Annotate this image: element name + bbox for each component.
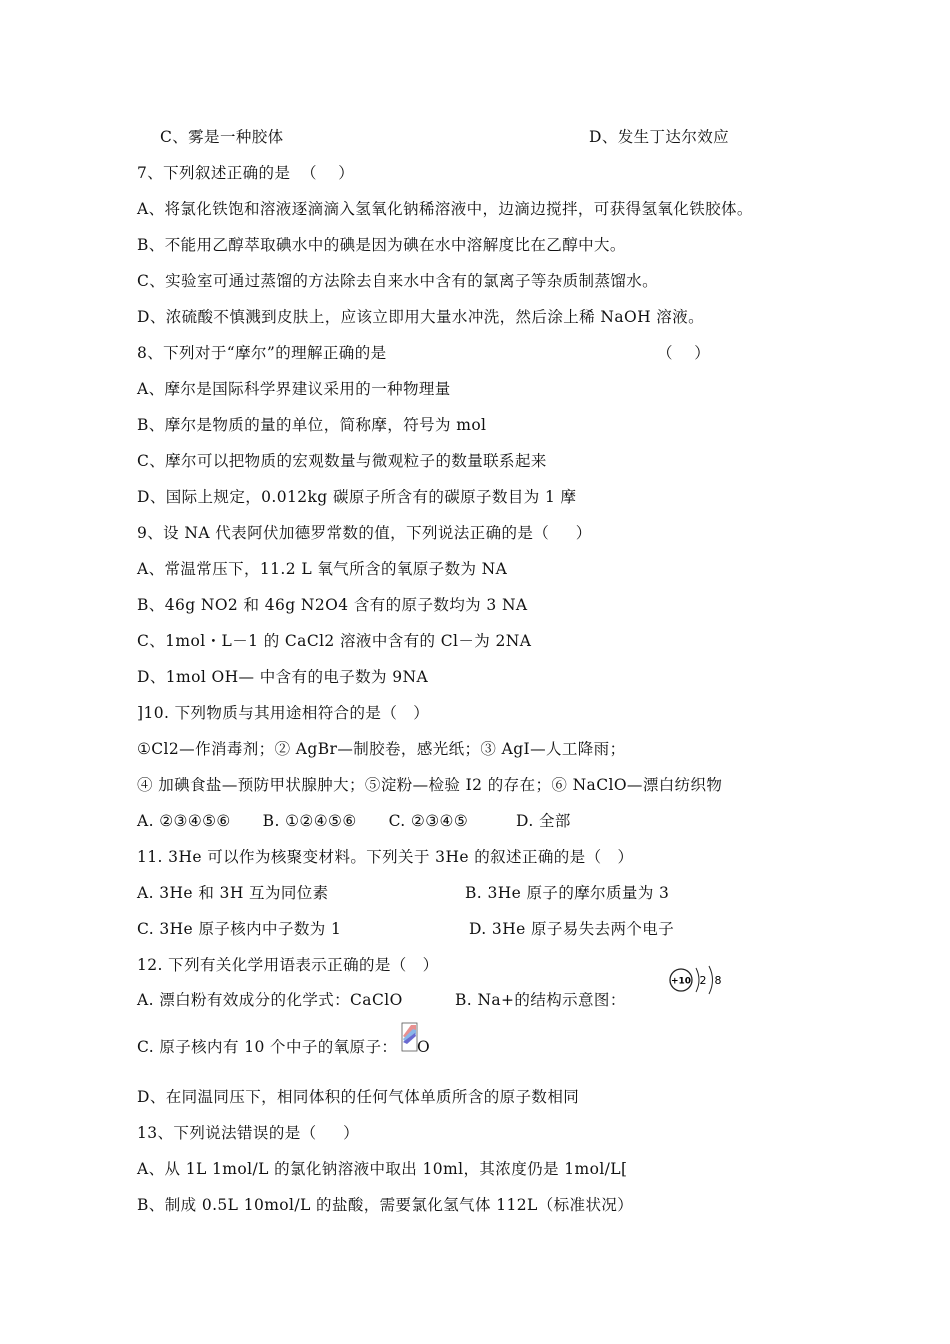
q11-option-a: A. 3He 和 3H 互为同位素 [137,884,329,902]
q11-option-b: B. 3He 原子的摩尔质量为 3 [465,884,670,902]
q9-option-c: C、1mol・L－1 的 CaCl2 溶液中含有的 Cl－为 2NA [137,632,532,650]
q8-option-b: B、摩尔是物质的量的单位，简称摩，符号为 mol [137,416,487,434]
q9-option-a: A、常温常压下，11.2 L 氧气所含的氧原子数为 NA [137,560,508,578]
q10-items-line1: ①Cl2—作消毒剂；② AgBr—制胶卷，感光纸；③ AgI—人工降雨； [137,740,626,758]
q7-option-c: C、实验室可通过蒸馏的方法除去自来水中含有的氯离子等杂质制蒸馏水。 [137,272,659,290]
q8-option-d: D、国际上规定，0.012kg 碳原子所含有的碳原子数目为 1 摩 [137,488,577,506]
nucleus-charge: +10 [670,976,692,987]
q13-option-b: B、制成 0.5L 10mol/L 的盐酸，需要氯化氢气体 112L（标准状况） [137,1196,634,1214]
electron-shell-2-arc [709,966,713,994]
q6-option-c: C、雾是一种胶体 [160,128,284,146]
q11-option-c: C. 3He 原子核内中子数为 1 [137,920,342,938]
q10-options: A. ②③④⑤⑥ B. ①②④⑤⑥ C. ②③④⑤ D. 全部 [137,812,571,830]
q7-option-d: D、浓硫酸不慎溅到皮肤上，应该立即用大量水冲洗，然后涂上稀 NaOH 溶液。 [137,308,705,326]
q9-stem: 9、设 NA 代表阿伏加德罗常数的值，下列说法正确的是（ ） [137,524,592,542]
q12-option-b: B. Na+的结构示意图： [455,991,626,1009]
electron-shell-2-count: 8 [714,974,722,987]
q8-option-a: A、摩尔是国际科学界建议采用的一种物理量 [137,380,451,398]
q7-option-a: A、将氯化铁饱和溶液逐滴滴入氢氧化钠稀溶液中，边滴边搅拌，可获得氢氧化铁胶体。 [137,200,753,218]
q12-option-c: C. 原子核内有 10 个中子的氧原子： [137,1038,398,1056]
q9-option-b: B、46g NO2 和 46g N2O4 含有的原子数均为 3 NA [137,596,528,614]
oxygen-symbol: O [417,1038,431,1056]
q12-option-a: A. 漂白粉有效成分的化学式：CaClO [137,991,403,1009]
q12-stem: 12. 下列有关化学用语表示正确的是（ ） [137,956,439,974]
sodium-ion-structure-diagram [668,962,730,1002]
q13-stem: 13、下列说法错误的是（ ） [137,1124,360,1142]
q7-stem: 7、下列叙述正确的是 （ ） [137,164,355,182]
q12-option-d: D、在同温同压下，相同体积的任何气体单质所含的原子数相同 [137,1088,580,1106]
q13-option-a: A、从 1L 1mol/L 的氯化钠溶液中取出 10ml，其浓度仍是 1mol/L[ [137,1160,628,1178]
q11-stem: 11. 3He 可以作为核聚变材料。下列关于 3He 的叙述正确的是（ ） [137,848,634,866]
q9-option-d: D、1mol OH— 中含有的电子数为 9NA [137,668,429,686]
q8-answer-bracket: （ ） [657,344,711,362]
electron-shell-1-count: 2 [699,974,707,987]
q10-items-line2: ④ 加碘食盐—预防甲状腺肿大；⑤淀粉—检验 I2 的存在；⑥ NaClO—漂白纺织物 [137,776,723,794]
q7-option-b: B、不能用乙醇萃取碘水中的碘是因为碘在水中溶解度比在乙醇中大。 [137,236,626,254]
q8-stem: 8、下列对于“摩尔”的理解正确的是 [137,344,387,362]
q8-option-c: C、摩尔可以把物质的宏观数量与微观粒子的数量联系起来 [137,452,547,470]
q6-option-d: D、发生丁达尔效应 [589,128,730,146]
q10-stem: ]10. 下列物质与其用途相符合的是（ ） [137,704,430,722]
q11-option-d: D. 3He 原子易失去两个电子 [469,920,675,938]
